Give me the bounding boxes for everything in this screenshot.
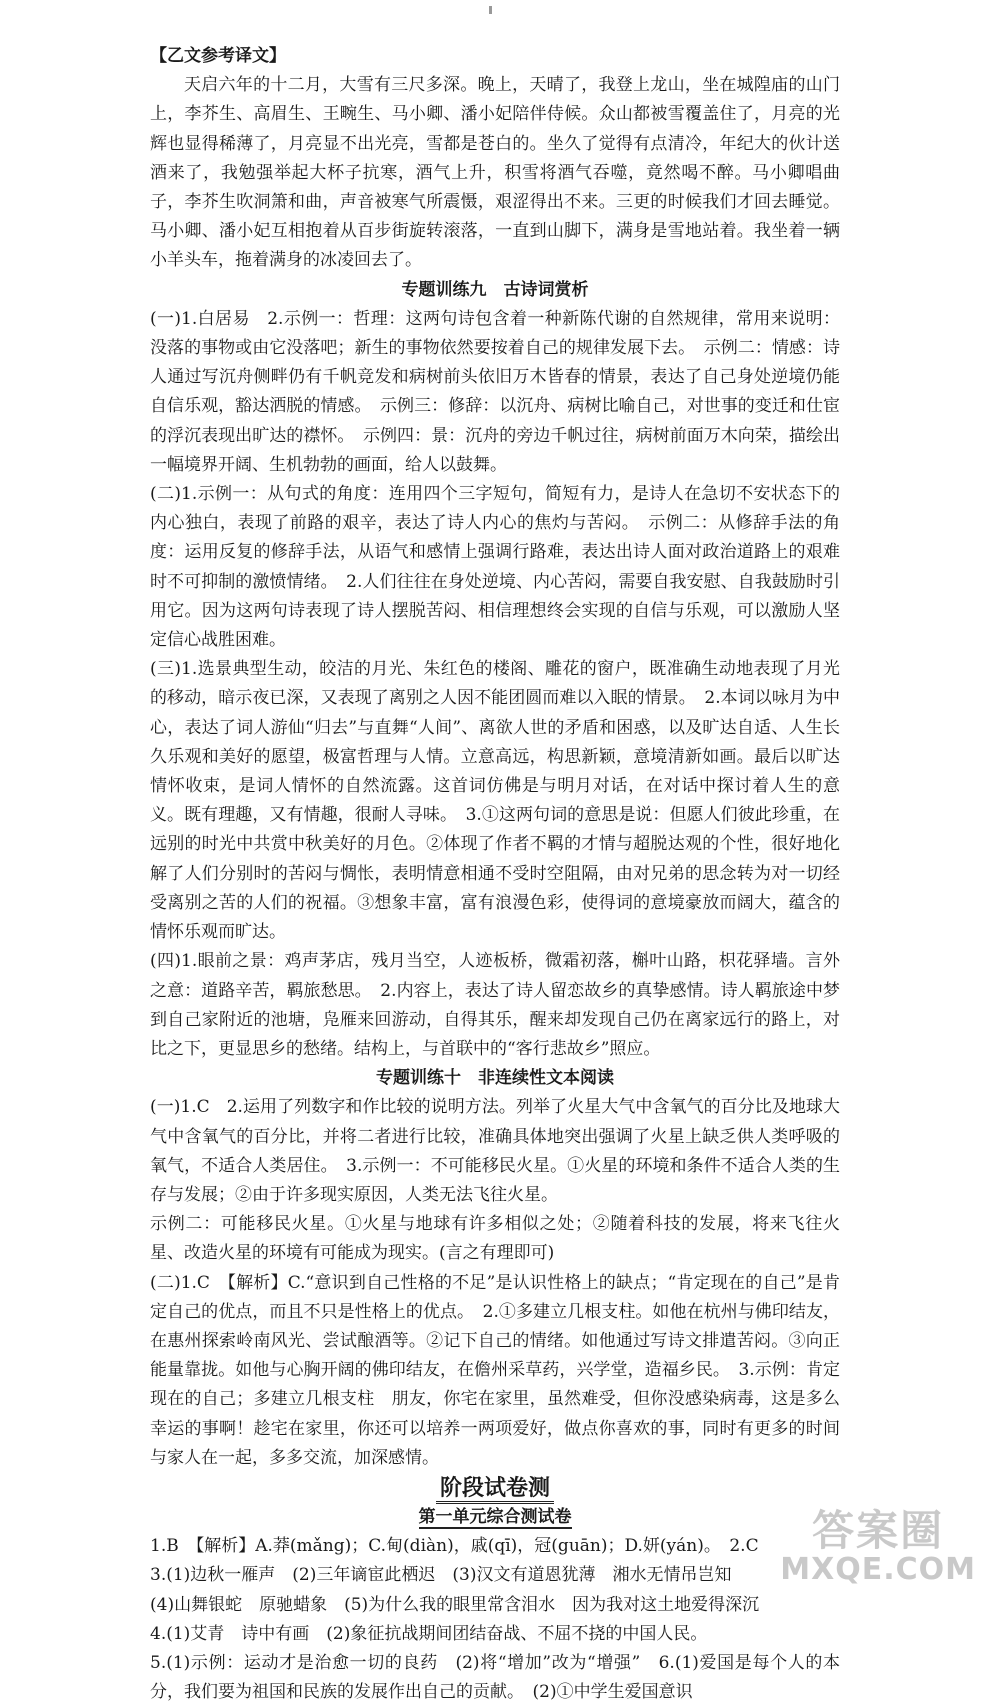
translation-body: 天启六年的十二月，大雪有三尺多深。晚上，天晴了，我登上龙山，坐在城隍庙的山门上，李芥生、高眉生、王畹生、马小卿、潘小妃陪伴侍候。众山都被雪覆盖住了，月亮的光辉也显得稀薄了，月亮显不出光亮，雪都是苍白的。坐久了觉得有点清冷，年纪大的伙计送酒来了，我勉强举起大杯子抗寒，酒气上升，积雪将酒气吞噬，竟然喝不醉。马小卿唱曲子，李芥生吹洞箫和曲，声音被寒气所震慑，艰涩得出不来。三更的时候我们才回去睡觉。马小卿、潘小妃互相抱着从百步街旋转滚落，一直到山脚下，满身是雪地站着。我坐着一辆小羊头车，拖着满身的冰凌回去了。: [150, 75, 840, 271]
watermark-en-text: MXQE.COM: [780, 1552, 976, 1587]
section-10-item-1: (一)1.C 2.运用了列数字和作比较的说明方法。列举了火星大气中含氧气的百分比及地球大气中含氧气的百分比，并将二者进行比较，准确具体地突出强调了火星上缺乏供人类呼吸的氧气，不适合人类居住。 3.示例一：不可能移民火星。①火星的环境和条件不适合人类的生存与发展；②由于许多现实原因，人类无法飞往火星。: [150, 1097, 840, 1205]
unit-test-title-text: 第一单元综合测试卷: [418, 1506, 572, 1527]
answer-page: [150, 42, 840, 1707]
stage-test-title-text: 阶段试卷测: [436, 1475, 554, 1504]
unit-answer-line-3: (4)山舞银蛇 原驰蜡象 (5)为什么我的眼里常含泪水 因为我对这土地爱得深沉: [150, 1594, 760, 1615]
stage-test-title: [150, 1473, 840, 1503]
watermark-cn-text: 答案圈: [812, 1506, 945, 1555]
section-9-item-2: (二)1.示例一：从句式的角度：连用四个三字短句，简短有力，是诗人在急切不安状态下的内心独白，表现了前路的艰辛，表达了诗人内心的焦灼与苦闷。 示例二：从修辞手法的角度：运用反复的修辞手法，从语气和感情上强调行路难，表达出诗人面对政治道路上的艰难时不可抑制的激愤情绪。 2.人们往往在身处逆境、内心苦闷，需要自我安慰、自我鼓励时引用它。因为这两句诗表现了诗人摆脱苦闷、相信理想终会实现的自信与乐观，可以激励人坚定信心战胜困难。: [150, 484, 840, 651]
translation-heading: 【乙文参考译文】: [150, 46, 286, 66]
section-10-item-3: (二)1.C 【解析】C.“意识到自己性格的不足”是认识性格上的缺点；“肯定现在的自己”是肯定自己的优点，而且不只是性格上的优点。 2.①多建立几根支柱。如他在杭州与佛印结友，在惠州探索岭南风光、尝试酿酒等。②记下自己的情绪。如他通过写诗文排遣苦闷。③向正能量靠拢。如他与心胸开阔的佛印结友，在儋州采草药，兴学堂，造福乡民。 3.示例：肯定现在的自己；多建立几根支柱 朋友，你宅在家里，虽然难受，但你没感染病毒，这是多么幸运的事啊！趁宅在家里，你还可以培养一两项爱好，做点你喜欢的事，同时有更多的时间与家人在一起，多多交流，加深感情。: [150, 1272, 840, 1468]
section-10-item-2: 示例二：可能移民火星。①火星与地球有许多相似之处；②随着科技的发展，将来飞往火星、改造火星的环境有可能成为现实。(言之有理即可): [150, 1214, 840, 1264]
unit-answer-line-4: 4.(1)艾青 诗中有画 (2)象征抗战期间团结奋战、不屈不挠的中国人民。: [150, 1623, 708, 1644]
unit-test-title: [150, 1503, 840, 1532]
unit-answer-line-2: 3.(1)边秋一雁声 (2)三年谪宦此栖迟 (3)汉文有道恩犹薄 湘水无情吊岂知: [150, 1565, 732, 1586]
section-9-item-4: (四)1.眼前之景：鸡声茅店，残月当空，人迹板桥，微霜初落，槲叶山路，枳花驿墙。言外之意：道路辛苦，羁旅愁思。 2.内容上，表达了诗人留恋故乡的真挚感情。诗人羁旅途中梦到自己家附近的池塘，凫雁来回游动，自得其乐，醒来却发现自己仍在离家远行的路上，对比之下，更显思乡的愁绪。结构上，与首联中的“客行悲故乡”照应。: [150, 951, 840, 1059]
site-watermark: [780, 1508, 976, 1586]
unit-answer-line-1: 1.B 【解析】A.莽(mǎng)；C.甸(diàn)，戚(qī)，冠(guān)；D.妍(yán)。 2.C: [150, 1536, 759, 1557]
unit-answer-line-5: 5.(1)示例：运动才是治愈一切的良药 (2)将“增加”改为“增强” 6.(1)爱国是每个人的本分，我们要为祖国和民族的发展作出自己的贡献。 (2)①中学生爱国意识: [150, 1652, 840, 1703]
section-10-title: 专题训练十 非连续性文本阅读: [376, 1068, 614, 1089]
section-9-item-1: (一)1.白居易 2.示例一：哲理：这两句诗包含着一种新陈代谢的自然规律，常用来说明：没落的事物或由它没落吧；新生的事物依然要按着自己的规律发展下去。 示例二：情感：诗人通过写沉舟侧畔仍有千帆竞发和病树前头依旧万木皆春的情景，表达了自己身处逆境仍能自信乐观，豁达洒脱的情感。 示例三：修辞：以沉舟、病树比喻自己，对世事的变迁和仕宦的浮沉表现出旷达的襟怀。 示例四：景：沉舟的旁边千帆过往，病树前面万木向荣，描绘出一幅境界开阔、生机勃勃的画面，给人以鼓舞。: [150, 308, 840, 475]
section-9-title: 专题训练九 古诗词赏析: [401, 279, 589, 300]
section-9-item-3: (三)1.选景典型生动，皎洁的月光、朱红色的楼阁、雕花的窗户，既准确生动地表现了月光的移动，暗示夜已深，又表现了离别之人因不能团圆而难以入眠的情景。 2.本词以咏月为中心，表达了词人游仙“归去”与直舞“人间”、离欲人世的矛盾和困惑，以及旷达自适、人生长久乐观和美好的愿望，极富哲理与人情。立意高远，构思新颖，意境清新如画。最后以旷达情怀收束，是词人情怀的自然流露。这首词仿佛是与明月对话，在对话中探讨着人生的意义。既有理趣，又有情趣，很耐人寻味。 3.①这两句词的意思是说：但愿人们彼此珍重，在远别的时光中共赏中秋美好的月色。②体现了作者不羁的才情与超脱达观的个性，很好地化解了人们分别时的苦闷与惆怅，表明情意相通不受时空阻隔，由对兄弟的思念转为对一切经受离别之苦的人们的祝福。③想象丰富，富有浪漫色彩，使得词的意境豪放而阔大，蕴含的情怀乐观而旷达。: [150, 659, 840, 943]
page-top-mark: [489, 6, 492, 14]
